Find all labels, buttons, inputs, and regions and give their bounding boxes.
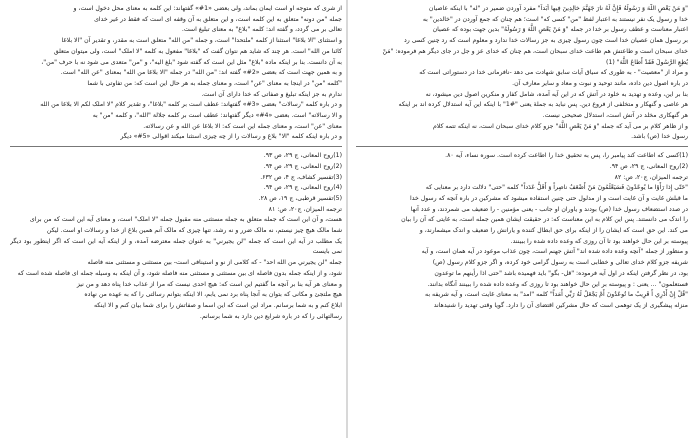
text-line: خدای سبحان است و طاعتش هم طاعت خدای سبحان است، هم چنان که خدای عز و جل در جای دیگر هم فرموده: "مَنْ xyxy=(382,47,688,55)
text-line: ما قبلش غایت و آن غایت است و از مدلول حتی چنین استفاده میشود که مشرکین در باره آنچه که رسول خدا xyxy=(409,194,688,202)
text-line: معنای "عن" است، و معنای جمله این است که: الا بلاغا عن الله و عن رسالاته. xyxy=(143,122,342,130)
text-line: و منظور از جمله "آنچه وعده داده شده اند" آتش جهنم است، چون عذاب موعود در آیه همان است، و آیه xyxy=(421,248,688,256)
footnote-line: (2)روح المعانی، ج ۲۹، ص ۹۴. xyxy=(263,162,342,170)
text-line: هر گنهکاری مخلد در آتش است، استدلال صحیحی نیست. xyxy=(542,112,688,120)
text-line: جمله "لن يجيرني من الله احد" - که کلامی از نو و استینافی است- بین مستثنی و مستثنی منه فاصله xyxy=(87,259,342,267)
text-line: "حَتّى إِذا رَأَوْا ما يُوعَدُونَ فَسَيَعْلَمُونَ مَنْ أَضْعَفُ ناصِراً وَ أَقَلُّ عَدَداً" کلمه "حتی" دلالت دارد بر معنایی که xyxy=(425,184,688,192)
footnote-line: (5)تفسیر قرطبی، ج ۱۹، ص ۲۸. xyxy=(258,194,342,202)
text-line: و در باره کلمه "رسالات" بعضی «3#» گفتهاند: عطف است بر کلمه "بلاغا"، و تقدیر کلام "لا املک لكم الا بلاغا من الله xyxy=(40,101,342,109)
text-line: کائنا من الله" است. هر چند که شاید هم نتوان گفت که "بلاغا" مفعول به کلمه "لا املک" است، ولی میتوان متعلق xyxy=(53,47,342,55)
left-page-bottom-text xyxy=(10,215,342,322)
text-line: شما مالک هیچ چیز نیستم، نه مالک ضرر و نه رشد، تنها چیزی که مالک آنم همین بلاغ از خدا و رسالات او است. لیکن xyxy=(46,227,342,235)
text-line: بر رسول همان عصیان خدا است چون رسول چیزی به جز رسالات خدا ندارد و معلوم است که رد چنین کسی رد xyxy=(404,37,688,45)
footnote-line: (4)روح المعانی، ج ۲۹، ص ۹۴. xyxy=(263,184,342,192)
text-line: بود، در نظر گرفتن اینکه در اول آیه فرموده: "قل- بگو" باید فهمیده باشد "حتی اذا رأینهم ما توعدون xyxy=(434,269,688,277)
text-line: را اندک می دانستند. پس این کلام به این معناست که: در حقیقت ایشان همین جمله است، به غایتی که آن را بیان xyxy=(401,216,688,224)
text-line: و معنای هر آیه بنا بر آنچه ما گفتیم این است که: هیچ احدی نیست که مرا از عذاب خدا پناه دهد و من نیز xyxy=(76,280,342,288)
text-line: خدا و رسول یک نفر نیستند به اعتبار لفظ "من" کسی که" است؛ هم چنان که جمع آوردن در "خالدین" به xyxy=(422,15,688,23)
page-gutter xyxy=(346,0,348,438)
left-page-footnotes xyxy=(10,151,342,215)
footnote-line: ترجمه المیزان، ج۲۰، ص: ۸۲ xyxy=(614,173,688,181)
text-line: پیوسته بر این حال خواهند بود تا آن روزی که وعده داده شده را ببینند. xyxy=(510,237,688,245)
text-line: "كلمه "من" در اینجا به معنای "عن" است، و معنای جمله به هر حال این است که: من تفاوتی با شما xyxy=(87,79,342,87)
text-line: ندارم به جز اینکه تبلیغ و صفاتی که خدا دارای آن است. xyxy=(201,90,342,98)
text-line: فستعلمون" ... یعنی : و پیوسته بر این حال خواهند بود تا روزی که وعده داده شده را ببینند آنگاه بدانند. xyxy=(427,280,688,288)
text-line: و مراد از "معصيت" - به طوری که سیاق آیات سابق شهادت می دهد -نافرمانی خدا در دستوراتی است که xyxy=(419,69,688,77)
footnote-line: ترجمه المیزان، ج۲۰، ص: ۸۱ xyxy=(268,205,342,213)
text-line: رسالتهائی را که در باره شرایع دین دارد به شما برسانم. xyxy=(199,312,342,320)
text-line: هست، و آن این است که جمله متعلق به جمله مستثنی منه مقبول جمله "لا املک" است، و معنای آیه این است که من برای xyxy=(29,216,342,224)
text-line: جمله "من دونه" متعلق به این کلمه است، و این متعلق به آن وقفه ای است که فقط در غیر خدای xyxy=(94,15,342,23)
text-line: از شری که متوجه او است ایمان بماند، ولی بعضی «1#» گفتهاند: این کلمه به معنای محل دخول است، و xyxy=(73,5,342,12)
text-line: یک مطلب در آیه این است که جمله "لن يجيرني" به عنوان جمله معترضه آمده، و از اینکه آیه این است که اگر اینطور بود دیگر نمی بایست xyxy=(10,237,342,256)
footnote-line: (1)روح المعانی، ج ۲۹، ص ۹۳. xyxy=(263,152,342,160)
footnote-line: (1)کسی که اطاعت کند پیامبر را، پس به تحقیق خدا را اطاعت کرده است. سوره نساء، آیه ۸۰. xyxy=(445,152,688,160)
text-line: می کند. این حق است که ایشان را از اینکه برای حق ابطال کننده و یارانش را ضعیف و اندک میشمارند، و xyxy=(419,227,688,235)
text-line: ابلاغ کنم و به شما برسانم. مراد این است که این اسما و صفاتش را برای شما بیان کنم و الا اینکه xyxy=(93,301,342,309)
footnote-divider xyxy=(356,146,688,147)
text-line: بنا بر این، وعده و تهدید به خلود در آتش که در این آیه آمده، شامل کفار و منکرین اصول دین میشود، نه xyxy=(425,90,688,98)
text-line: "قُلْ إِنْ أَدْرِي أَ قَرِيبٌ ما تُوعَدُونَ أَمْ يَجْعَلُ لَهُ رَبِّي أَمَداً" کلمه "امد" به معنای غایت است، و آیه شریفه به xyxy=(425,291,688,299)
text-line: به آن دانست. بنا بر اینکه ماده "بلاغ" مثل این است که گفته شود "بلغ اليه"، و "من" متعدی می شود نه با حرف "من"، xyxy=(41,58,342,66)
text-line: تعالی بر می گردد، و گفته اند: کلمه "بلاغ" به معنای تبلیغ است. xyxy=(181,26,342,34)
text-line: و استثنای "الا بلاغا" استثنا از کلمه "ملتحدا" است، و جمله "من الله" متعلق است به مقدر، و تقدیر آن "الا بلاغا xyxy=(61,37,342,45)
right-page-top-text xyxy=(356,4,688,143)
text-line: منزله پیشگیری از یک توهمی است که حال مشرکین اقتضای آن را دارد. گویا وقتی تهدید را شنیدهاند xyxy=(433,301,688,309)
text-line: "وَ مَنْ يَعْصِ اللَّهَ وَ رَسُولَهُ فَإِنَّ لَهُ نارَ جَهَنَّمَ خالِدِينَ فِيها أَبَداً" مفرد آوردن ضمیر در "له" با اینکه عاصیان xyxy=(428,5,688,12)
text-line: يُطِعِ الرَّسُولَ فَقَدْ أَطاعَ اللَّهَ" (1) xyxy=(606,58,688,66)
left-page xyxy=(10,4,342,432)
left-page-top-text xyxy=(10,4,342,143)
right-page-bottom-text xyxy=(356,183,688,311)
right-page-footnotes xyxy=(356,151,688,183)
text-line: و الا رسالاته" است. بعضی «4#» دیگر گفتهاند: عطف است بر کلمه جلالة "الله"، و کلمه "من" به xyxy=(92,112,342,120)
text-line: هر عاصی و گنهکار و متخلفی از فروع دین. پس نباید به جملهٔ یعنی "#1" با اینکه این آیه استدلال کرده اند بر اینکه xyxy=(398,101,688,109)
footnote-line: (2)روح المعانی، ج ۲۹، ص ۹۴. xyxy=(609,162,688,170)
footnote-divider xyxy=(10,146,342,147)
text-line: و به همین جهت است که بعضی «2#» گفته اند: "من الله" در جمله "الا بلاغا من الله" بمعنای "عن الله" است. xyxy=(60,69,342,77)
footnote-line: (3)تفسیر کشاف، ج ۴، ص ۶۳۲. xyxy=(260,173,342,181)
right-page xyxy=(356,4,688,432)
text-line: شود، و از اینکه جمله بدون فاصله ای بین مستثنی و مستثنی منه فاصله شود، و آن اینکه به وسیله جمله ای فاصله شده است که xyxy=(17,269,342,277)
text-line: و از ظاهر کلام بر می آید که جمله "وَ مَنْ يَعْصِ اللَّهَ" جزو کلام خدای سبحان است، نه اینکه تتمه کلام xyxy=(432,122,688,130)
text-line: اعتبار معناست و عطف رسول بر خدا در جمله "وَ مَنْ يَعْصِ اللَّهَ وَ رَسُولَهُ" بدین جهت بوده که عصیان xyxy=(432,26,688,34)
text-line: و در باره اینکه کلمه "الا" بلاغ و رسالات را از چه چیزی استثنا میکند اقوالی «5#» دیگر xyxy=(120,133,342,141)
text-line: هیچ ملتجئ و مکانی که بتوان به آنجا پناه برد نمی یابم، الا اینکه بتوانم رسالتی را که به عهده من نهاده xyxy=(84,291,342,299)
text-line: شریفه جزو کلام خدای تعالی و خطابی است به رسول گرامی خود کرده، و اگر جزو کلام رسول (ص) xyxy=(432,259,688,267)
text-line: در باره اصول دین داده، مانند توحید و نبوت و معاد و سایر معارف آن. xyxy=(512,79,688,87)
text-line: رسول خدا (ص) باشد. xyxy=(631,133,688,141)
text-line: در صدد استضعاف رسول خدا (ص) بودند و یاوران او جانب - یعنی مؤمنین - را ضعیف می شمردند، و عدد آنها xyxy=(410,205,688,213)
